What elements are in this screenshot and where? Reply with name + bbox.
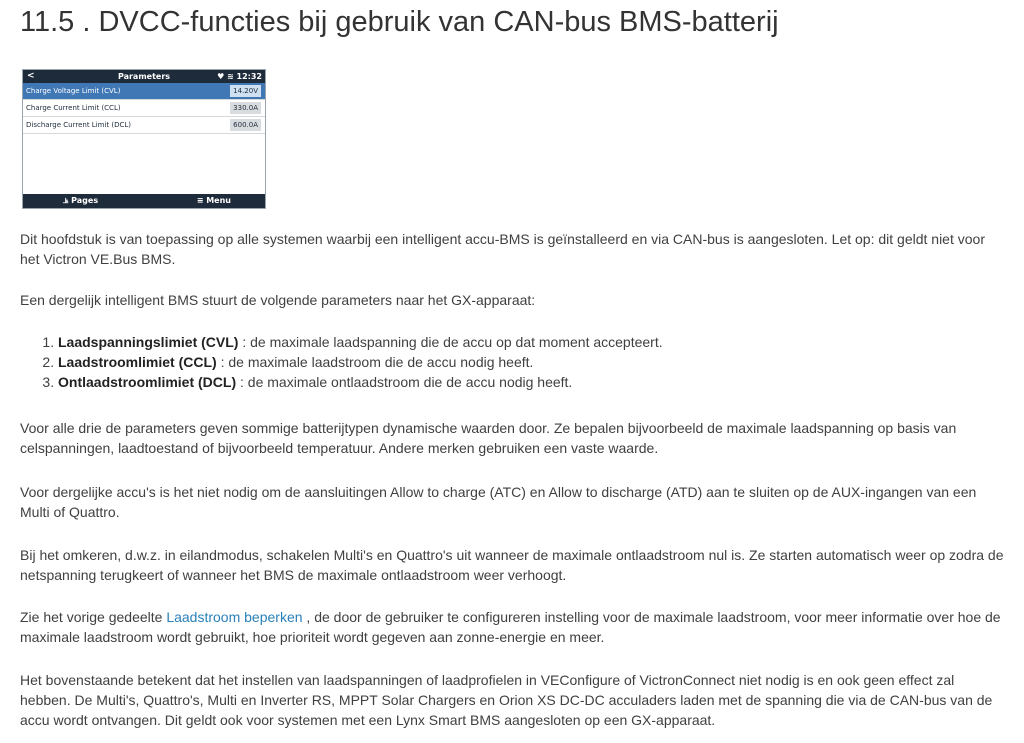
text-before-link: Zie het vorige gedeelte bbox=[20, 609, 167, 625]
paragraph-charge-limit bbox=[20, 607, 1005, 647]
device-footer bbox=[23, 194, 265, 208]
list-term: Laadstroomlimiet (CCL) bbox=[58, 354, 217, 370]
list-item bbox=[58, 352, 1005, 372]
param-label: Discharge Current Limit (DCL) bbox=[26, 121, 132, 129]
list-item bbox=[58, 372, 1005, 392]
list-term: Ontlaadstroomlimiet (DCL) bbox=[58, 374, 237, 390]
paragraph-atc-atd: Voor dergelijke accu's is het niet nodig om de aansluitingen Allow to charge (ATC) en Allow to discharge (ATD) aan te sluiten op de AUX-ingangen van een Multi of Quattro. bbox=[20, 484, 977, 520]
paragraph-parameters: Een dergelijk intelligent BMS stuurt de volgende parameters naar het GX-apparaat: bbox=[20, 292, 536, 308]
device-status: ♥ ≋ 12:32 bbox=[217, 72, 262, 81]
pages-label: ⫡ Pages bbox=[63, 196, 99, 205]
section-heading: 11.5 . DVCC-functies bij gebruik van CAN-bus BMS-batterij bbox=[20, 6, 779, 38]
param-label: Charge Voltage Limit (CVL) bbox=[26, 87, 121, 95]
charge-limit-link[interactable]: Laadstroom beperken bbox=[166, 609, 303, 625]
parameter-list bbox=[20, 332, 1005, 392]
back-icon: < bbox=[27, 71, 35, 81]
device-screenshot bbox=[22, 69, 266, 209]
list-desc: : de maximale laadspanning die de accu op dat moment accepteert. bbox=[238, 334, 663, 350]
param-value: 14.20V bbox=[230, 85, 261, 97]
param-value: 600.0A bbox=[230, 119, 261, 131]
paragraph-configuration: Het bovenstaande betekent dat het instellen van laadspanningen of laadprofielen in VEConfigure of VictronConnect niet nodig is en ook geen effect zal hebben. De Multi's, Quattro's, Multi en Inverter RS, MPPT Solar Chargers en Orion XS DC-DC acculaders laden met de spanning die via de CAN-bus van de accu wordt ontvangen. Dit geldt ook voor systemen met een Lynx Smart BMS aangesloten op een GX-apparaat. bbox=[20, 672, 993, 728]
paragraph-intro: Dit hoofdstuk is van toepassing op alle systemen waarbij een intelligent accu-BMS is geïnstalleerd en via CAN-bus is aangesloten. Let op: dit geldt niet voor het Victron VE.Bus BMS. bbox=[20, 231, 985, 267]
list-item bbox=[58, 332, 1005, 352]
param-value: 330.0A bbox=[230, 102, 261, 114]
paragraph-dynamic-values: Voor alle drie de parameters geven sommige batterijtypen dynamische waarden door. Ze bepalen bijvoorbeeld de maximale laadspanning op basis van celspanningen, laadtoestand of bijvoorbeeld temperatuur. Andere merken gebruiken een vaste waarde. bbox=[20, 420, 957, 456]
list-term: Laadspanningslimiet (CVL) bbox=[58, 334, 239, 350]
menu-label: ≡ Menu bbox=[196, 196, 231, 205]
text-after-link: , de door de gebruiker te configureren instelling voor de maximale laadstroom, voor meer informatie over hoe de maximale laadstroom wordt gebruikt, hoe prioriteit wordt gegeven aan zonne-energie en meer. bbox=[20, 609, 1001, 645]
param-label: Charge Current Limit (CCL) bbox=[26, 104, 121, 112]
device-title-bar bbox=[23, 70, 265, 83]
param-row-cvl bbox=[23, 83, 265, 100]
list-desc: : de maximale laadstroom die de accu nodig heeft. bbox=[216, 354, 534, 370]
param-row-ccl bbox=[23, 100, 265, 117]
device-title: Parameters bbox=[117, 72, 171, 81]
paragraph-island-mode: Bij het omkeren, d.w.z. in eilandmodus, schakelen Multi's en Quattro's uit wanneer de maximale ontlaadstroom nul is. Ze starten automatisch weer op zodra de netspanning terugkeert of wanneer het BMS de maximale ontlaadstroom weer verhoogt. bbox=[20, 547, 1004, 583]
param-row-dcl bbox=[23, 117, 265, 134]
list-desc: : de maximale ontlaadstroom die de accu nodig heeft. bbox=[236, 374, 573, 390]
